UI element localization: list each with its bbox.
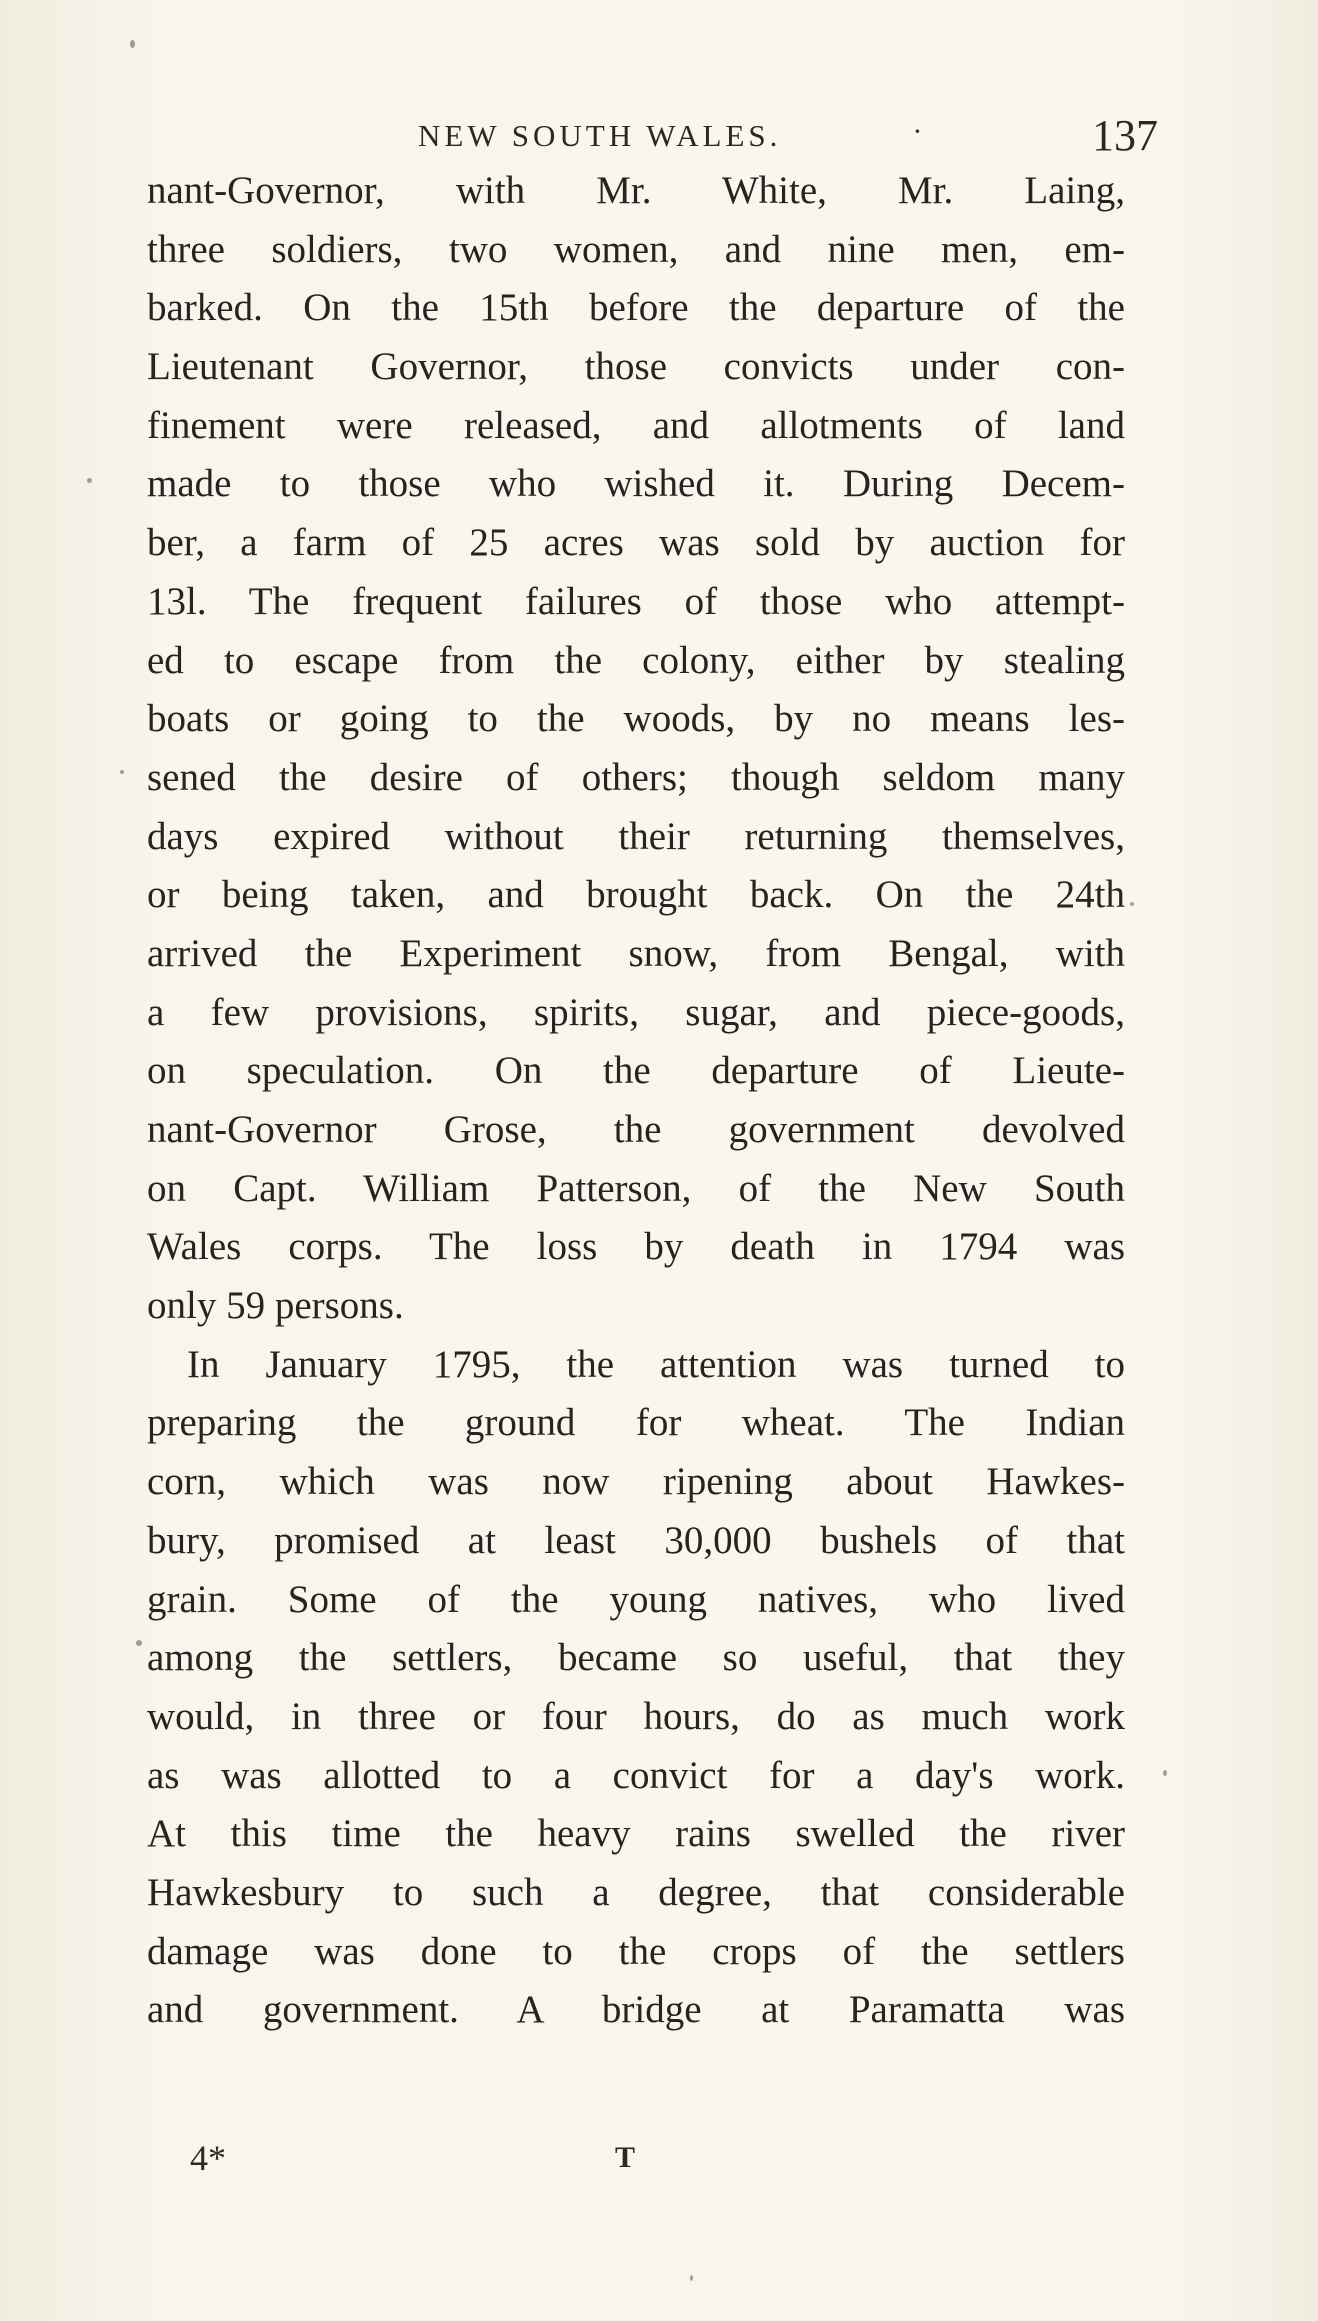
- gathering-mark: T: [615, 2141, 636, 2174]
- page-number: 137: [1092, 111, 1158, 160]
- ink-speck: [1163, 1770, 1167, 1776]
- ink-speck: [690, 2275, 693, 2281]
- page-footer: [0, 2137, 1318, 2187]
- text-line: nant-Governor Grose, the government devolved: [147, 1108, 1125, 1151]
- text-line: finement were released, and allotments of land: [147, 403, 1125, 447]
- ink-speck: [1130, 902, 1134, 906]
- paragraph-start-line: In January 1795, the attention was turned to: [187, 1342, 1125, 1386]
- body-text: [147, 162, 1125, 2040]
- text-line: days expired without their returning themselves,: [147, 814, 1125, 858]
- text-line: 13l. The frequent failures of those who attempt-: [147, 579, 1125, 623]
- text-line: ed to escape from the colony, either by stealing: [147, 638, 1125, 682]
- text-line: on Capt. William Patterson, of the New South: [147, 1166, 1125, 1210]
- header-mark: ·: [913, 115, 922, 148]
- ink-speck: [120, 770, 124, 774]
- text-line: made to those who wished it. During Decem-: [147, 462, 1125, 506]
- text-line: sened the desire of others; though seldom many: [147, 755, 1125, 799]
- text-line: ber, a farm of 25 acres was sold by auction for: [147, 521, 1125, 565]
- text-line: Lieutenant Governor, those convicts under con-: [147, 345, 1125, 389]
- paragraph-end-line: only 59 persons.: [147, 1284, 404, 1328]
- text-line: on speculation. On the departure of Lieute-: [147, 1049, 1125, 1093]
- text-line: damage was done to the crops of the settlers: [147, 1929, 1125, 1973]
- text-line: nant-Governor, with Mr. White, Mr. Laing,: [147, 169, 1125, 212]
- text-line: Wales corps. The loss by death in 1794 was: [147, 1225, 1125, 1269]
- text-line: as was allotted to a convict for a day's work.: [147, 1753, 1125, 1797]
- text-line: boats or going to the woods, by no means les-: [147, 697, 1125, 741]
- text-line: corn, which was now ripening about Hawkes-: [147, 1460, 1125, 1504]
- text-line: preparing the ground for wheat. The Indian: [147, 1401, 1125, 1445]
- text-line: grain. Some of the young natives, who lived: [147, 1577, 1125, 1621]
- text-line: arrived the Experiment snow, from Bengal, with: [147, 931, 1125, 975]
- running-head: NEW SOUTH WALES.: [418, 118, 782, 153]
- text-line: Hawkesbury to such a degree, that considerable: [147, 1870, 1125, 1914]
- text-line: or being taken, and brought back. On the 24th: [147, 873, 1125, 917]
- text-line: three soldiers, two women, and nine men, em-: [147, 227, 1125, 271]
- text-line: among the settlers, became so useful, that they: [147, 1636, 1125, 1680]
- ink-speck: [136, 1640, 142, 1646]
- ink-speck: [130, 40, 135, 48]
- text-line: At this time the heavy rains swelled the river: [147, 1812, 1125, 1856]
- ink-speck: [87, 478, 92, 483]
- text-line: bury, promised at least 30,000 bushels of that: [147, 1518, 1125, 1562]
- text-line: barked. On the 15th before the departure of the: [147, 286, 1125, 330]
- text-line: and government. A bridge at Paramatta was: [147, 1988, 1125, 2032]
- text-line: a few provisions, spirits, sugar, and piece-goods,: [147, 990, 1125, 1034]
- page-header: [418, 111, 1158, 168]
- text-line: would, in three or four hours, do as much work: [147, 1694, 1125, 1738]
- signature-mark: 4*: [190, 2138, 226, 2178]
